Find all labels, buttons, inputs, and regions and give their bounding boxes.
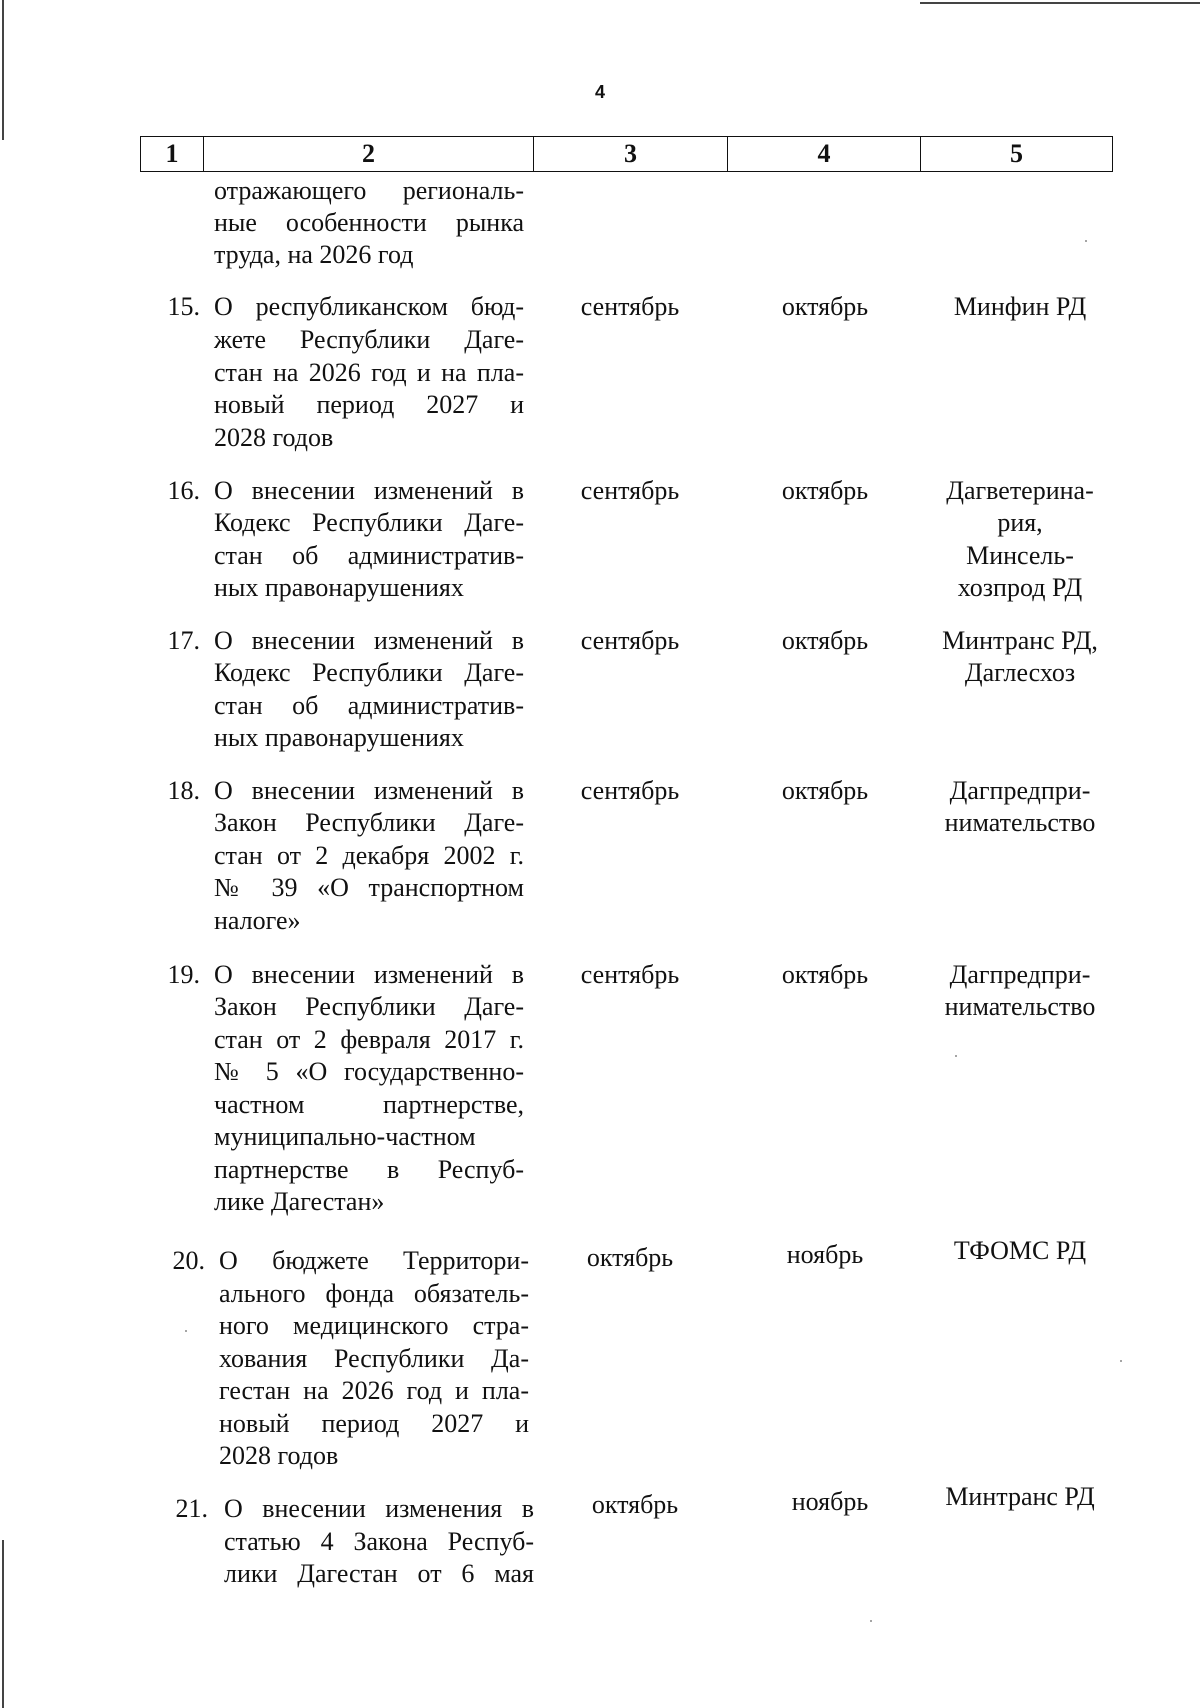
period-end: ноябрь (791, 1487, 869, 1516)
responsible-line: Дагветерина- (946, 476, 1094, 505)
text-line: ного медицинского стра- (219, 1311, 529, 1340)
responsible-line: Минтранс РД, (942, 626, 1098, 655)
row-number: 18. (167, 776, 200, 805)
text-line: гестан на 2026 год и пла- (219, 1376, 529, 1405)
text-line: Кодекс Республики Даге- (214, 658, 524, 687)
responsible-line: нимательство (944, 808, 1096, 837)
text-line: ные особенности рынка (214, 208, 524, 237)
row-number: 15. (167, 292, 200, 321)
scan-speck (185, 1330, 187, 1332)
row-number: 19. (167, 960, 200, 989)
row-number: 21. (175, 1494, 208, 1523)
period-start: октябрь (586, 1243, 674, 1272)
text-line: О бюджете Территори- (219, 1246, 529, 1275)
text-line: хования Республики Да- (219, 1344, 529, 1373)
period-end: октябрь (781, 292, 869, 321)
header-cell-5: 5 (1010, 139, 1023, 168)
text-line: партнерстве в Респуб- (214, 1155, 524, 1184)
text-line: 2028 годов (214, 423, 334, 452)
text-line: частном партнерстве, (214, 1090, 524, 1119)
text-line: Кодекс Республики Даге- (214, 508, 524, 537)
row-number: 20. (172, 1246, 205, 1275)
text-line: Закон Республики Даге- (214, 808, 524, 837)
text-line: № 5 «О государственно- (214, 1057, 524, 1086)
header-cell-1: 1 (141, 137, 204, 171)
text-line: стан об административ- (214, 691, 524, 720)
text-line: труда, на 2026 год (214, 240, 414, 269)
responsible-line: Минсель- (966, 541, 1074, 570)
period-start: сентябрь (580, 292, 680, 321)
text-line: новый период 2027 и (214, 390, 524, 419)
page-number: 4 (594, 82, 605, 102)
header-cell-3: 3 (534, 137, 728, 171)
scan-speck (870, 1620, 872, 1622)
text-line: О внесении изменений в (214, 960, 524, 989)
period-start: сентябрь (580, 626, 680, 655)
text-line: стан об административ- (214, 541, 524, 570)
responsible-line: рия, (997, 508, 1043, 537)
text-line: ных правонарушениях (214, 573, 464, 602)
period-end: октябрь (781, 626, 869, 655)
text-line: новый период 2027 и (219, 1409, 529, 1438)
period-end: октябрь (781, 476, 869, 505)
text-line: ального фонда обязатель- (219, 1279, 529, 1308)
text-line: № 39 «О транспортном (214, 873, 524, 902)
text-line: статью 4 Закона Респуб- (224, 1527, 534, 1556)
text-line: муниципально-частном (214, 1122, 476, 1151)
text-line: стан от 2 февраля 2017 г. (214, 1025, 524, 1054)
period-end: ноябрь (786, 1240, 864, 1269)
scan-speck (1085, 240, 1087, 242)
scan-edge-left-lower (2, 1540, 4, 1708)
period-start: сентябрь (580, 960, 680, 989)
text-line: О внесении изменений в (214, 776, 524, 805)
scan-edge-left (2, 0, 4, 140)
header-cell-4: 4 (728, 137, 921, 171)
responsible-line: Дагпредпри- (949, 960, 1091, 989)
responsible-line: Минтранс РД (945, 1482, 1095, 1511)
period-start: октябрь (591, 1490, 679, 1519)
text-line: отражающего региональ- (214, 176, 524, 205)
responsible-line: Минфин РД (953, 292, 1087, 321)
text-line: Закон Республики Даге- (214, 992, 524, 1021)
text-line: жете Республики Даге- (214, 325, 524, 354)
text-line: налоге» (214, 906, 301, 935)
period-end: октябрь (781, 776, 869, 805)
text-line: О внесении изменения в (224, 1494, 534, 1523)
text-line: лики Дагестан от 6 мая (224, 1559, 534, 1588)
text-line: стан от 2 декабря 2002 г. (214, 841, 524, 870)
row-number: 16. (167, 476, 200, 505)
scan-edge-top (920, 2, 1200, 4)
text-line: О внесении изменений в (214, 476, 524, 505)
period-start: сентябрь (580, 776, 680, 805)
scan-speck (955, 1055, 957, 1057)
text-line: О внесении изменений в (214, 626, 524, 655)
text-line: ных правонарушениях (214, 723, 464, 752)
text-line: О республиканском бюд- (214, 292, 524, 321)
period-start: сентябрь (580, 476, 680, 505)
scan-speck (1120, 1360, 1122, 1362)
responsible-line: нимательство (944, 992, 1096, 1021)
text-line: стан на 2026 год и на пла- (214, 358, 524, 387)
responsible-line: хозпрод РД (957, 573, 1083, 602)
row-number: 17. (167, 626, 200, 655)
text-line: 2028 годов (219, 1441, 339, 1470)
table-header-row (140, 136, 1113, 172)
responsible-line: Дагпредпри- (949, 776, 1091, 805)
responsible-line: ТФОМС РД (953, 1236, 1087, 1265)
text-line: лике Дагестан» (214, 1187, 385, 1216)
responsible-line: Даглесхоз (964, 658, 1076, 687)
period-end: октябрь (781, 960, 869, 989)
header-cell-2: 2 (204, 137, 534, 171)
